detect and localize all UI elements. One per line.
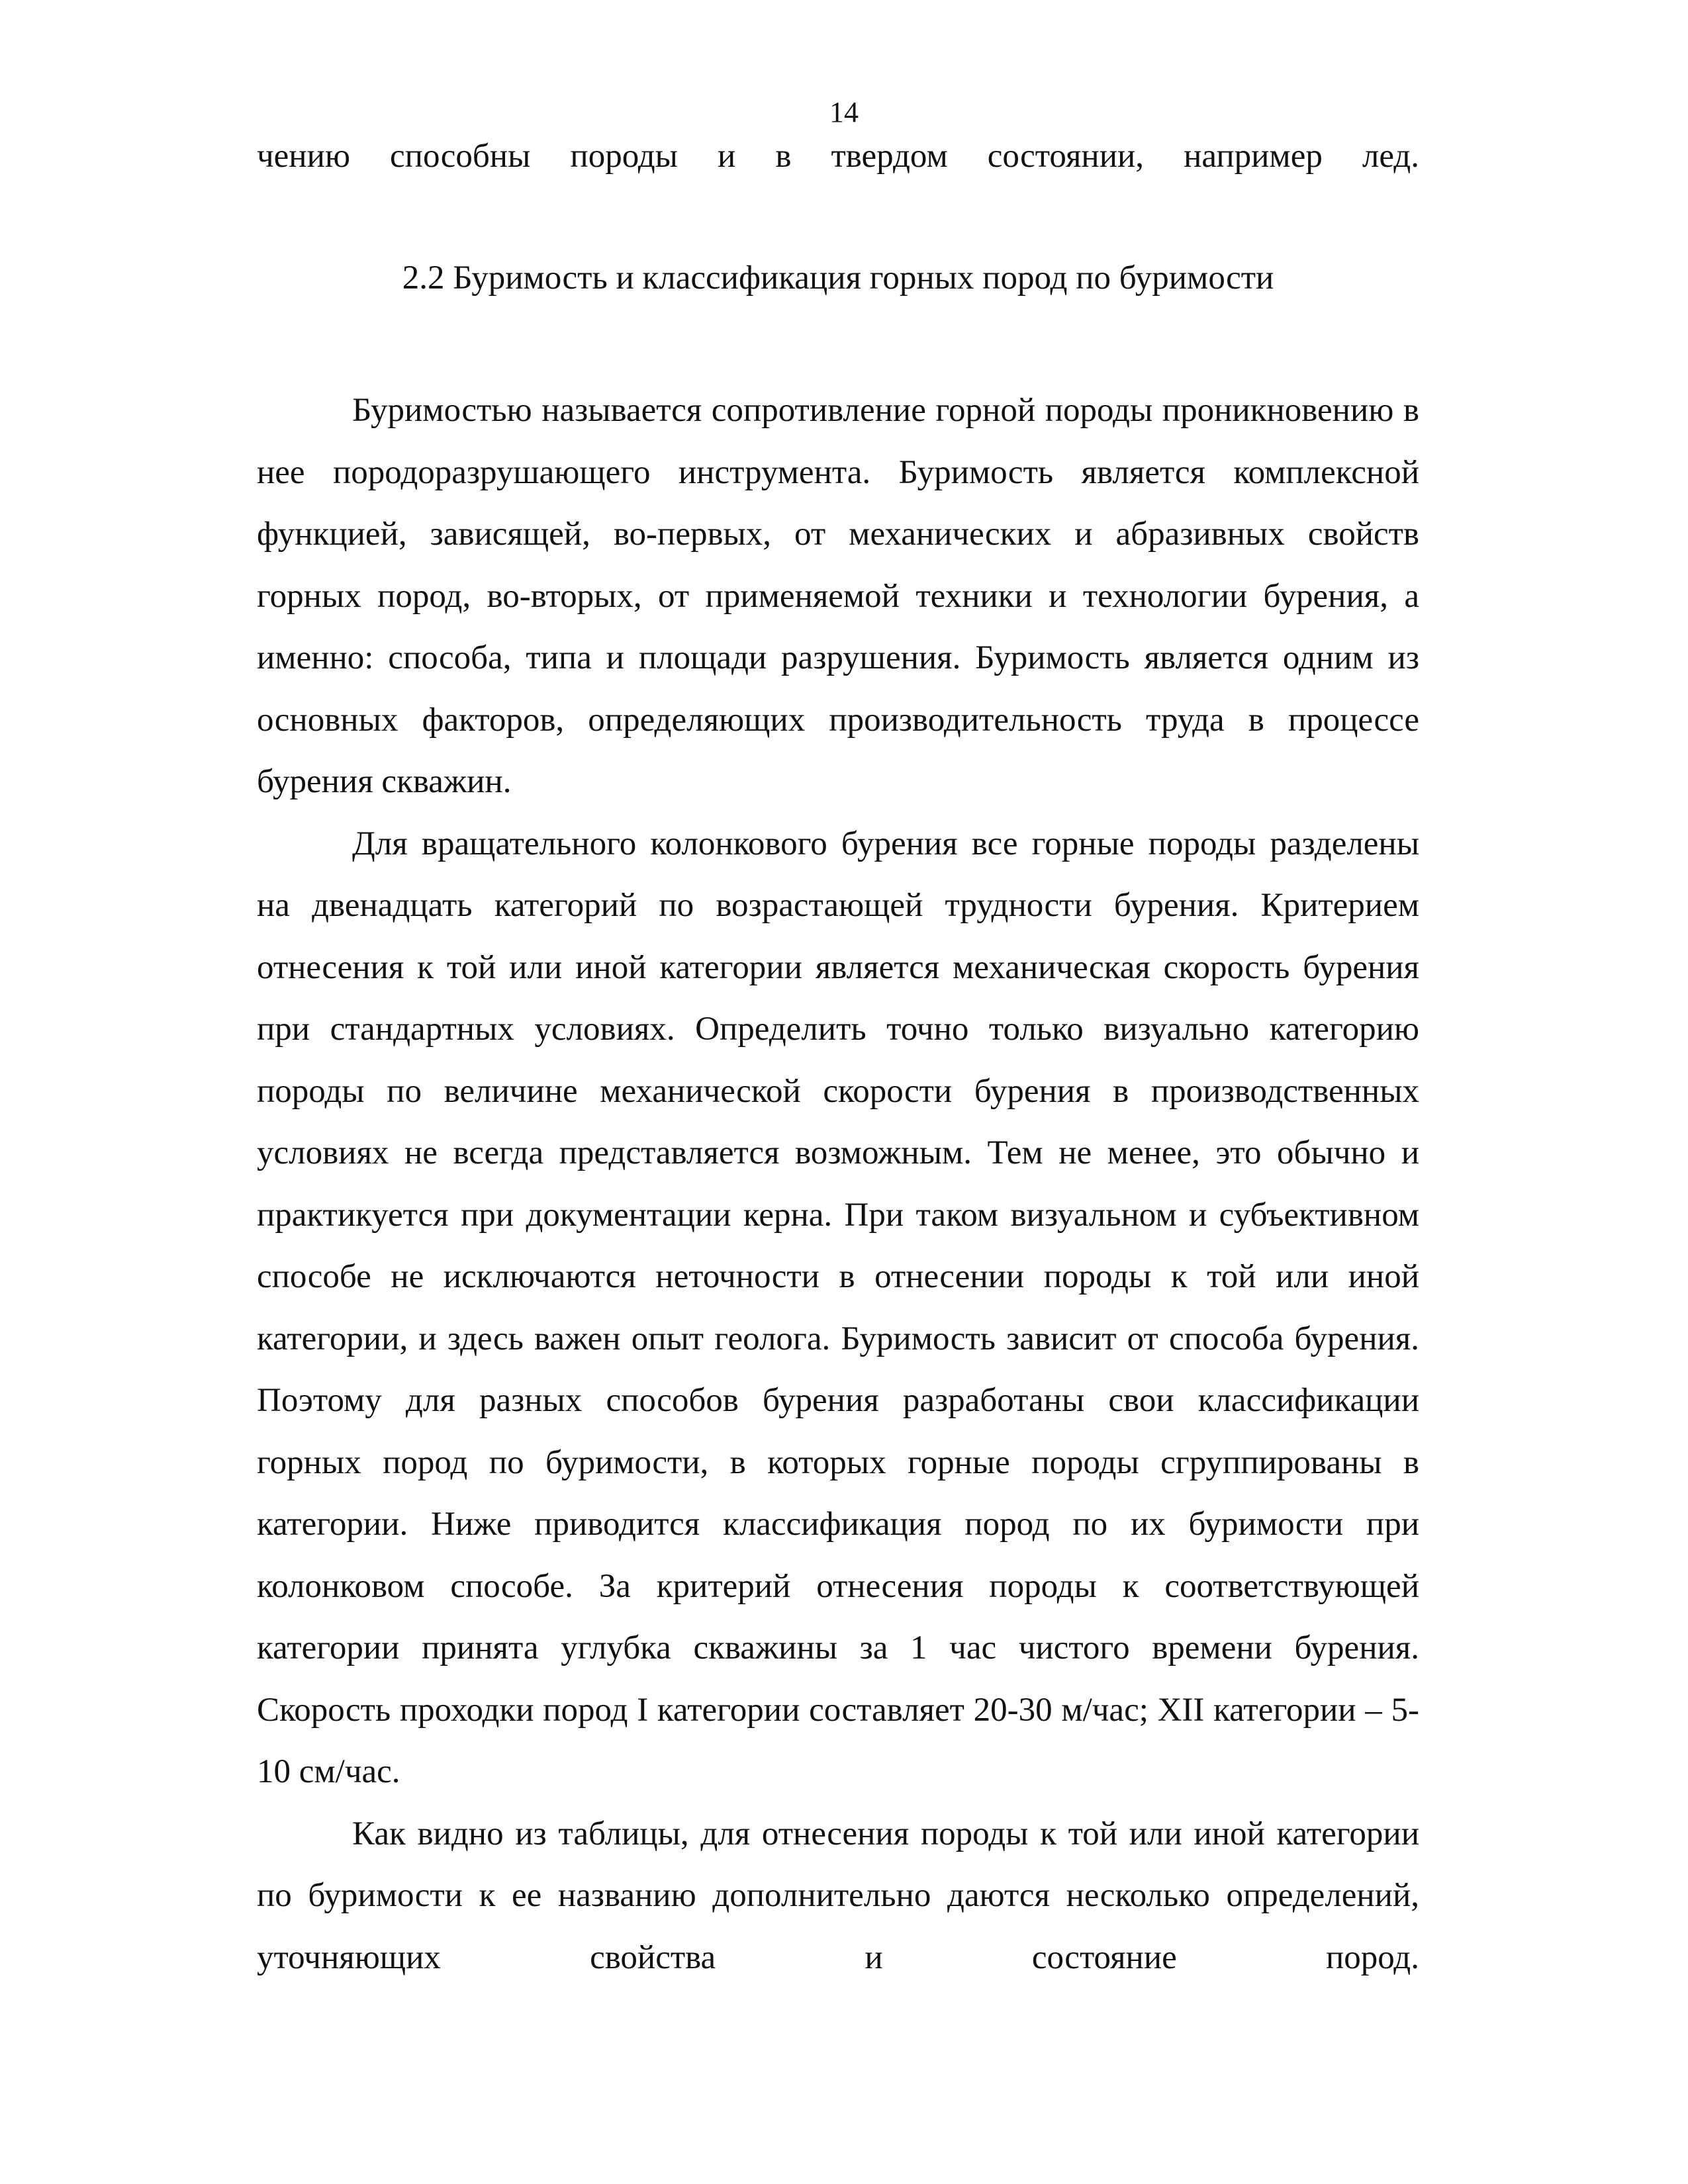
paragraph-rotary-drilling-categories: Для вращательного колонкового бурения все горные породы разделены на двенадцать категорий по возрастающей трудности бурения. Критерием отнесения к той или иной категории является механическая скорость бурения при стандартных условиях. Определить точно только визуально категорию породы по величине механической скорости бурения в производственных условиях не всегда представляется возможным. Тем не менее, это обычно и практикуется при документации керна. При таком визуальном и субъективном способе не исключаются неточности в отнесении породы к той или иной категории, и здесь важен опыт геолога. Буримость зависит от способа бурения. Поэтому для разных способов бурения разработаны свои классификации горных пород по буримости, в которых горные породы сгруппированы в категории. Ниже приводится классификация пород по их буримости при колонковом способе. За критерий отнесения породы к соответствующей категории принята углубка скважины за 1 час чистого времени бурения. Скорость проходки пород I категории составляет 20-30 м/час; XII категории – 5-10 см/час. bbox=[257, 825, 1419, 1790]
section-heading: 2.2 Буримость и классификация горных пород по буримости bbox=[402, 259, 1274, 296]
paragraph-table-note: Как видно из таблицы, для отнесения породы к той или иной категории по буримости к ее названию дополнительно даются несколько определений, уточняющих свойства и состояние пород. bbox=[257, 1815, 1419, 1976]
body-text bbox=[257, 380, 1419, 1989]
page-number: 14 bbox=[829, 96, 859, 128]
paragraph-drillability-definition: Буримостью называется сопротивление горной породы проникновению в нее породоразрушающего инструмента. Буримость является комплексной функцией, зависящей, во-первых, от механических и абразивных свойств горных пород, во-вторых, от применяемой техники и технологии бурения, а именно: способа, типа и площади разрушения. Буримость является одним из основных факторов, определяющих производительность труда в процессе бурения скважин. bbox=[257, 392, 1419, 800]
continuation-line: чению способны породы и в твердом состоянии, например лед. bbox=[257, 138, 1419, 175]
